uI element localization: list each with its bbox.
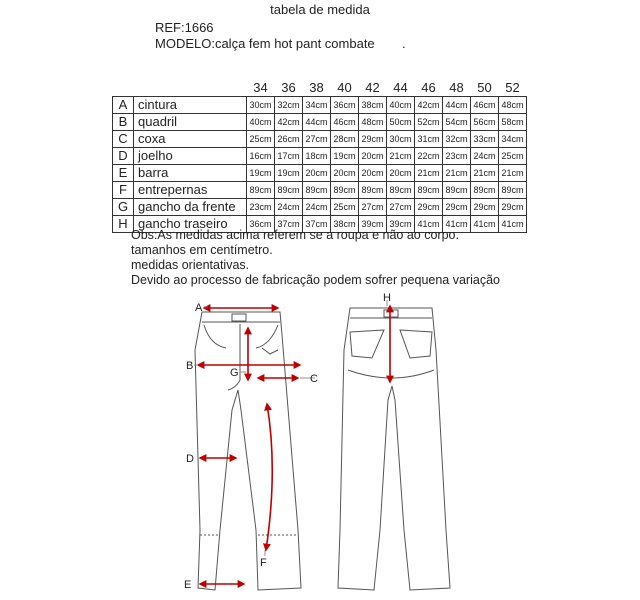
measurement-cell: 40cm	[247, 114, 275, 131]
measurement-cell: 20cm	[359, 148, 387, 165]
measurement-cell: 37cm	[275, 216, 303, 233]
measurement-cell: 38cm	[331, 216, 359, 233]
note-line: Devido ao processo de fabricação podem sofrer pequena variação	[131, 273, 500, 287]
measurement-cell: 18cm	[303, 148, 331, 165]
measurement-cell: 89cm	[499, 182, 527, 199]
diagram-letters	[184, 292, 391, 591]
measurement-cell: 36cm	[331, 97, 359, 114]
size-header-row	[113, 78, 527, 97]
measurement-cell: 24cm	[303, 199, 331, 216]
measurement-cell: 50cm	[387, 114, 415, 131]
measurement-cell: 20cm	[387, 165, 415, 182]
measurement-cell: 29cm	[443, 199, 471, 216]
measurement-cell: 41cm	[499, 216, 527, 233]
table-row	[113, 199, 527, 216]
measurement-cell: 48cm	[359, 114, 387, 131]
size-header: 48	[449, 80, 464, 95]
measurement-cell: 28cm	[331, 131, 359, 148]
row-letter: F	[113, 182, 134, 199]
measurement-cell: 32cm	[443, 131, 471, 148]
measurement-cell: 89cm	[443, 182, 471, 199]
measurement-cell: 46cm	[471, 97, 499, 114]
measurement-cell: 19cm	[275, 165, 303, 182]
measurement-cell: 20cm	[303, 165, 331, 182]
size-header: 42	[365, 80, 380, 95]
reference-code: REF:1666	[155, 20, 214, 35]
size-header: 52	[505, 80, 520, 95]
size-table	[112, 78, 527, 233]
measurement-cell: 19cm	[331, 148, 359, 165]
letter-d-label: D	[186, 453, 194, 465]
measurement-cell: 21cm	[471, 165, 499, 182]
measurement-arrows	[198, 306, 390, 584]
size-header: 44	[393, 80, 408, 95]
row-letter: G	[113, 199, 134, 216]
measurement-cell: 89cm	[359, 182, 387, 199]
header-empty-label	[134, 78, 247, 97]
row-label: barra	[134, 165, 247, 182]
measurement-cell: 29cm	[499, 199, 527, 216]
measurement-cell: 42cm	[415, 97, 443, 114]
back-jeans-drawing	[338, 308, 450, 590]
measurement-cell: 16cm	[247, 148, 275, 165]
measurement-cell: 34cm	[499, 131, 527, 148]
row-letter: A	[113, 97, 134, 114]
measurement-cell: 89cm	[247, 182, 275, 199]
row-label: cintura	[134, 97, 247, 114]
measurement-cell: 89cm	[471, 182, 499, 199]
model-name: MODELO:calça fem hot pant combate	[155, 36, 375, 51]
table-body	[113, 97, 527, 233]
measurement-cell: 37cm	[303, 216, 331, 233]
size-header: 38	[309, 80, 324, 95]
letter-f-label: F	[260, 557, 267, 569]
size-header: 50	[477, 80, 492, 95]
measurement-cell: 39cm	[387, 216, 415, 233]
measurement-cell: 29cm	[471, 199, 499, 216]
table-row	[113, 114, 527, 131]
measurement-cell: 44cm	[303, 114, 331, 131]
measurement-cell: 89cm	[415, 182, 443, 199]
measurement-cell: 17cm	[275, 148, 303, 165]
row-letter: C	[113, 131, 134, 148]
measurement-cell: 36cm	[247, 216, 275, 233]
letter-e-label: E	[184, 579, 192, 591]
measurement-cell: 26cm	[275, 131, 303, 148]
measurement-cell: 22cm	[415, 148, 443, 165]
measurement-cell: 48cm	[499, 97, 527, 114]
measurement-cell: 42cm	[275, 114, 303, 131]
row-letter: D	[113, 148, 134, 165]
measurement-cell: 24cm	[471, 148, 499, 165]
measurement-cell: 21cm	[387, 148, 415, 165]
size-header: 34	[253, 80, 268, 95]
letter-b-label: B	[186, 360, 194, 372]
measurement-cell: 25cm	[331, 199, 359, 216]
measurement-cell: 33cm	[471, 131, 499, 148]
measurement-diagram	[170, 290, 500, 595]
measurement-cell: 41cm	[471, 216, 499, 233]
measurement-cell: 89cm	[331, 182, 359, 199]
note-line: medidas orientativas.	[131, 258, 250, 272]
header-empty-letter	[113, 78, 134, 97]
size-header: 40	[337, 80, 352, 95]
table-row	[113, 97, 527, 114]
letter-a-label: A	[195, 302, 203, 314]
measurement-cell: 40cm	[387, 97, 415, 114]
measurement-cell: 30cm	[247, 97, 275, 114]
measurement-cell: 89cm	[387, 182, 415, 199]
measurement-cell: 32cm	[275, 97, 303, 114]
measurement-cell: 30cm	[387, 131, 415, 148]
measurement-cell: 39cm	[359, 216, 387, 233]
measurement-cell: 54cm	[443, 114, 471, 131]
row-letter: H	[113, 216, 134, 233]
measurement-cell: 44cm	[443, 97, 471, 114]
measurement-cell: 41cm	[415, 216, 443, 233]
measurement-cell: 41cm	[443, 216, 471, 233]
note-line: tamanhos em centímetro.	[131, 243, 273, 257]
letter-c-label: C	[310, 373, 318, 385]
measurement-cell: 21cm	[499, 165, 527, 182]
measurement-cell: 20cm	[331, 165, 359, 182]
measurement-cell: 25cm	[499, 148, 527, 165]
table-row	[113, 131, 527, 148]
arrow-f	[266, 404, 272, 550]
table-row	[113, 182, 527, 199]
measurement-cell: 24cm	[275, 199, 303, 216]
measurement-cell: 38cm	[359, 97, 387, 114]
measurement-cell: 34cm	[303, 97, 331, 114]
row-label: gancho traseiro	[134, 216, 247, 233]
measurement-cell: 23cm	[247, 199, 275, 216]
measurement-cell: 21cm	[443, 165, 471, 182]
measurement-cell: 29cm	[415, 199, 443, 216]
letter-g-label: G	[230, 367, 239, 379]
measurement-cell: 21cm	[415, 165, 443, 182]
measurement-cell: 29cm	[359, 131, 387, 148]
measurement-cell: 27cm	[387, 199, 415, 216]
letter-h-label: H	[383, 292, 391, 304]
model-trailing-dot: .	[402, 36, 406, 51]
document-title: tabela de medida	[270, 2, 370, 17]
note-line: Obs:As medidas acima referem se a roupa e não ao corpo.	[131, 228, 459, 242]
row-letter: E	[113, 165, 134, 182]
measurement-cell: 58cm	[499, 114, 527, 131]
row-label: entrepernas	[134, 182, 247, 199]
row-label: gancho da frente	[134, 199, 247, 216]
measurement-cell: 23cm	[443, 148, 471, 165]
row-letter: B	[113, 114, 134, 131]
row-label: coxa	[134, 131, 247, 148]
row-label: quadril	[134, 114, 247, 131]
measurement-cell: 20cm	[359, 165, 387, 182]
measurement-cell: 46cm	[331, 114, 359, 131]
size-header: 46	[421, 80, 436, 95]
measurement-cell: 89cm	[303, 182, 331, 199]
table-row	[113, 165, 527, 182]
measurement-cell: 25cm	[247, 131, 275, 148]
notes	[131, 228, 500, 288]
measurement-cell: 31cm	[415, 131, 443, 148]
measurement-cell: 52cm	[415, 114, 443, 131]
size-header: 36	[281, 80, 296, 95]
measurement-cell: 19cm	[247, 165, 275, 182]
measurement-cell: 27cm	[359, 199, 387, 216]
measurement-cell: 56cm	[471, 114, 499, 131]
row-label: joelho	[134, 148, 247, 165]
measurement-cell: 27cm	[303, 131, 331, 148]
leader-lines	[194, 300, 387, 556]
table-row	[113, 148, 527, 165]
measurement-cell: 89cm	[275, 182, 303, 199]
